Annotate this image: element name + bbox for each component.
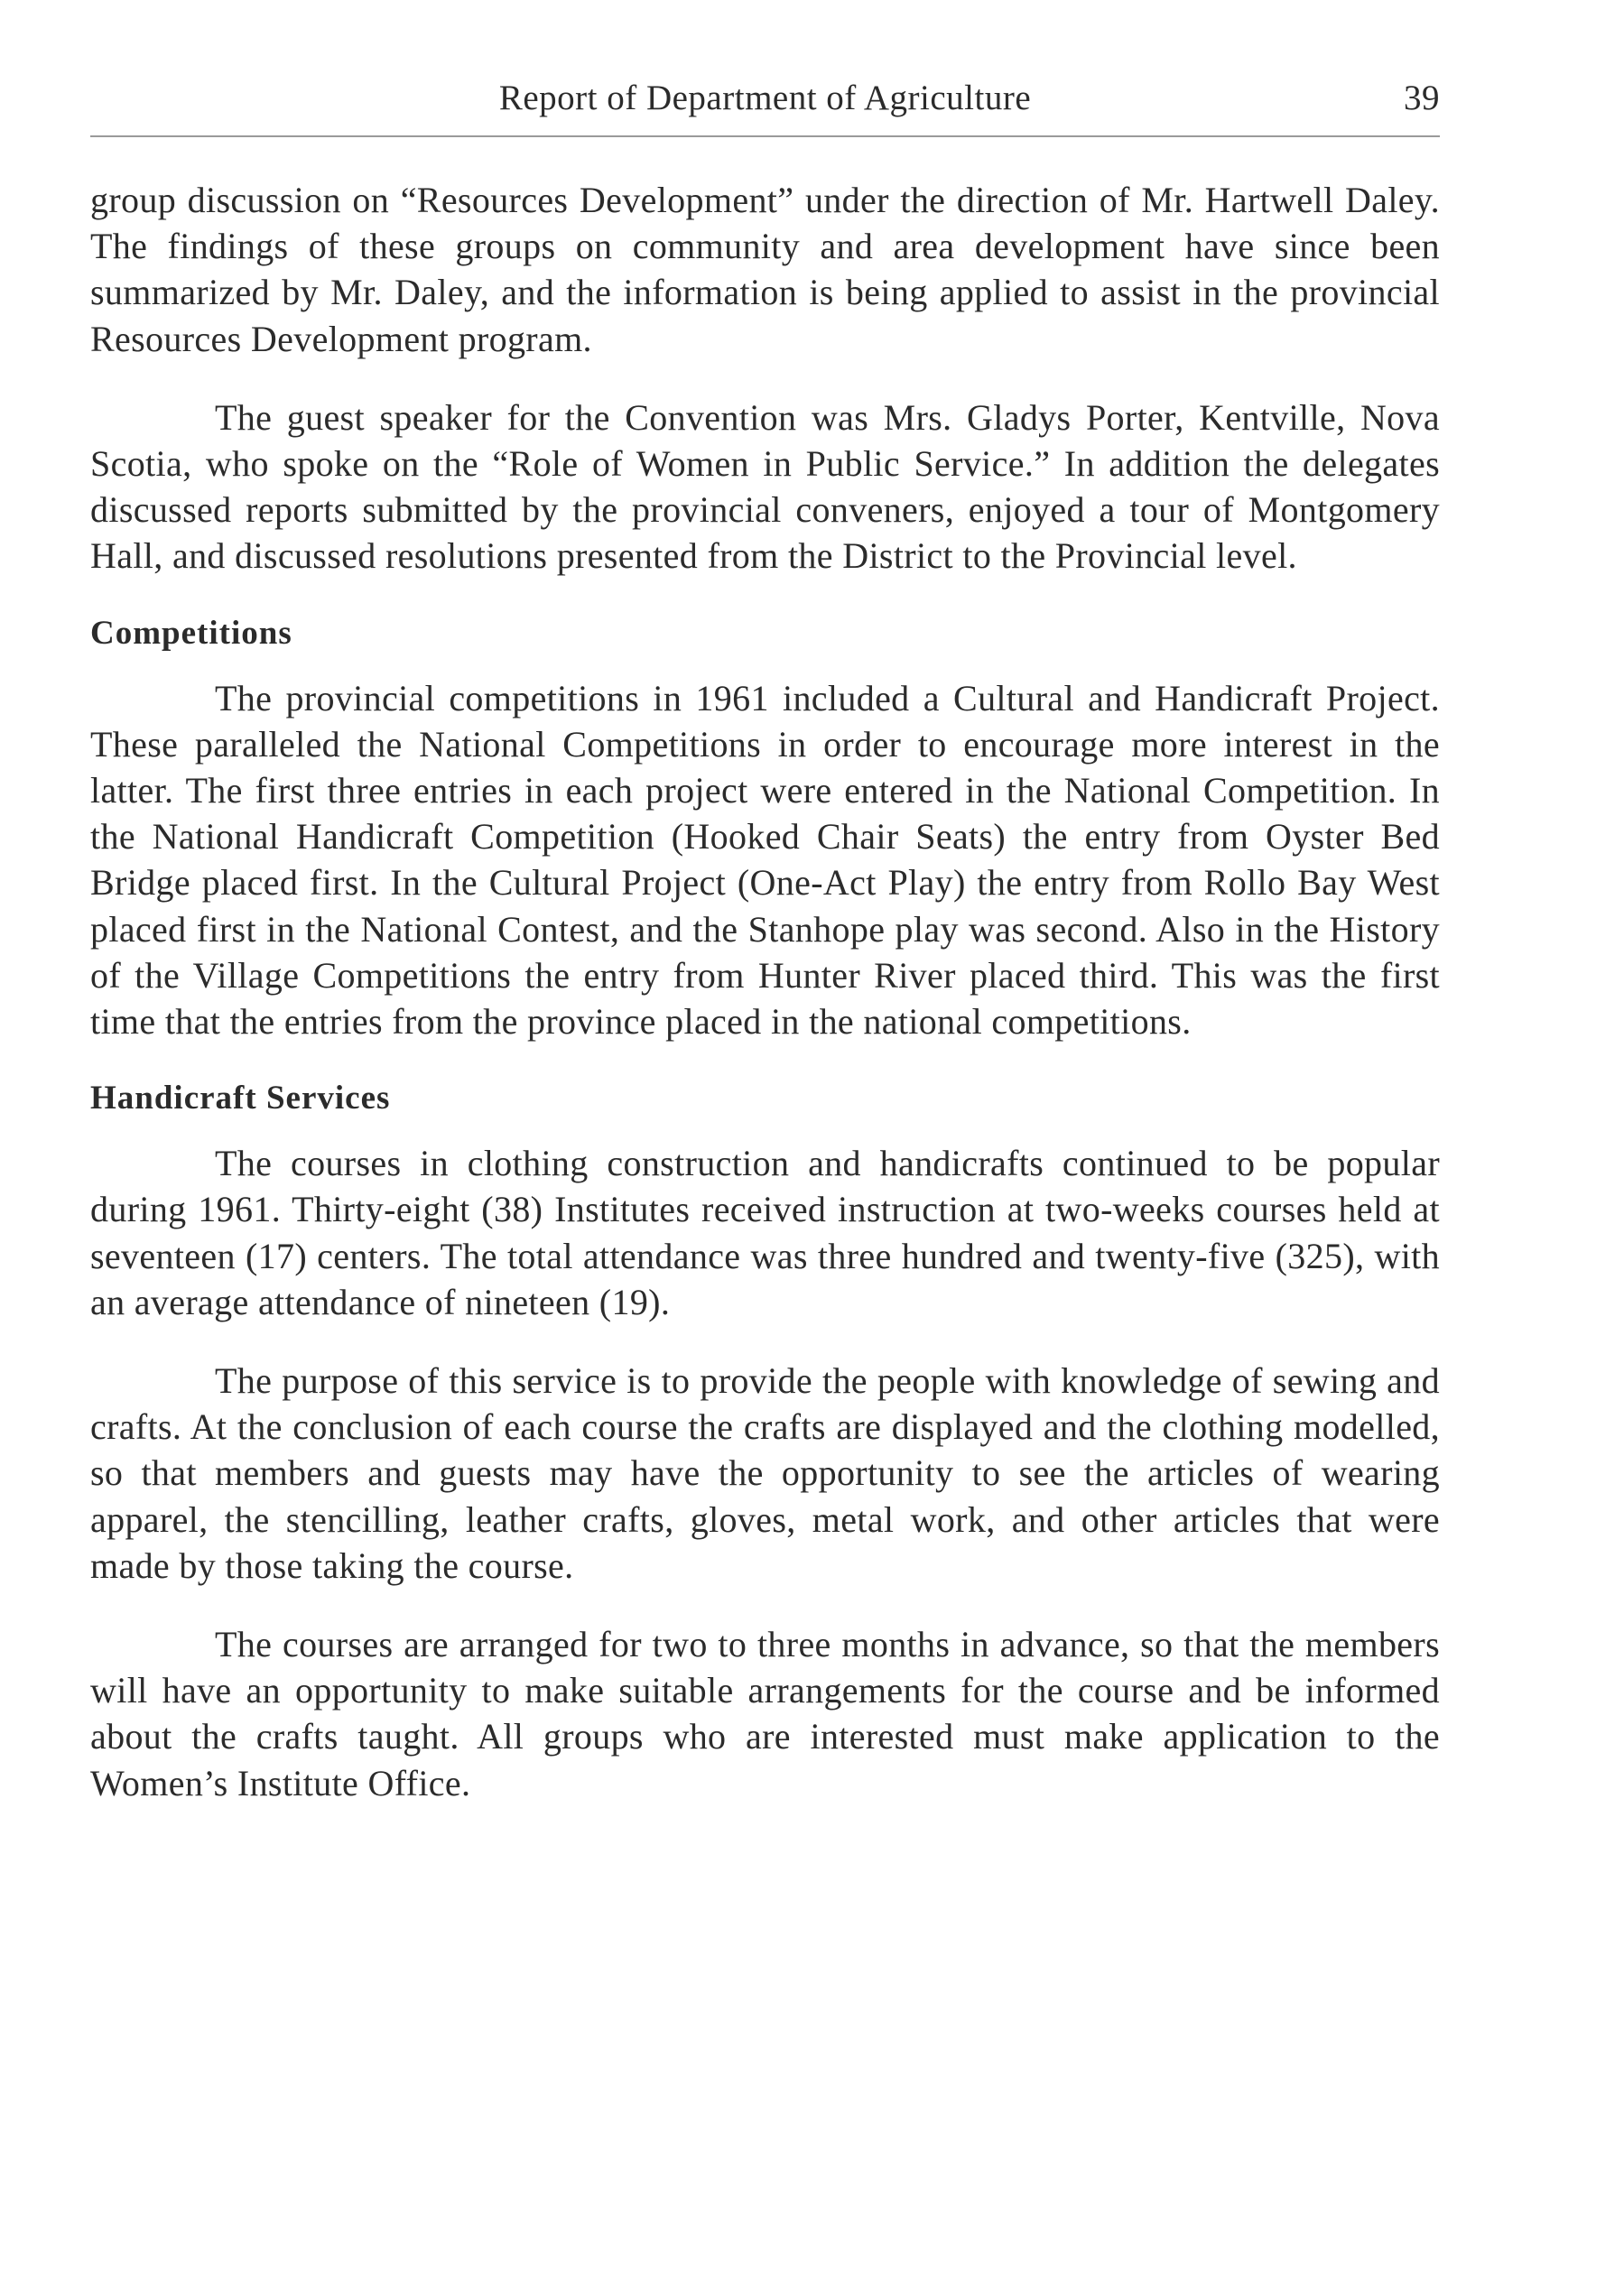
paragraph: The provincial competitions in 1961 included a Cultural and Handicraft Project. These paralleled the National Competitions in order to encourage more interest in the latter. The first three entries in each project were entered in the National Competition. In the National Handicraft Competition (Hooked Chair Seats) the entry from Oyster Bed Bridge placed first. In the Cultural Project (One-Act Play) the entry from Rollo Bay West placed first in the National Contest, and the Stanhope play was second. Also in the History of the Village Competitions the entry from Hunter River placed third. This was the first time that the entries from the province placed in the national competitions. — [90, 677, 1440, 1043]
section-handicraft-services — [90, 1079, 1440, 1806]
intro-section — [90, 177, 1440, 580]
paragraph: The courses in clothing construction and handicrafts continued to be popular during 1961. Thirty-eight (38) Institutes received instruction at two-weeks courses held at seventeen (17) centers. The total attendance was three hundred and twenty-five (325), with an average attendance of nineteen (19). — [90, 1143, 1440, 1322]
section-heading: Handicraft Services — [90, 1080, 391, 1117]
page-number: 39 — [1404, 79, 1440, 117]
header-rule — [90, 135, 1440, 137]
paragraph: group discussion on “Resources Development” under the direction of Mr. Hartwell Daley. The findings of these groups on community and area development have since been summarized by Mr. Daley, and the information is being applied to assist in the provincial Resources Development program. — [90, 180, 1440, 359]
running-header — [90, 72, 1440, 126]
section-competitions — [90, 614, 1440, 1045]
paragraph: The purpose of this service is to provide the people with knowledge of sewing and crafts. At the conclusion of each course the crafts are displayed and the clothing modelled, so that members and guests may have the opportunity to see the articles of wearing apparel, the stencilling, leather crafts, gloves, metal work, and other articles that were made by those taking the course. — [90, 1360, 1440, 1586]
section-heading: Competitions — [90, 614, 292, 652]
document-page — [90, 72, 1440, 1806]
paragraph: The guest speaker for the Convention was Mrs. Gladys Porter, Kentville, Nova Scotia, who spoke on the “Role of Women in Public Service.” In addition the delegates discussed reports submitted by the provincial conveners, enjoyed a tour of Montgomery Hall, and discussed resolutions presented from the District to the Provincial level. — [90, 396, 1440, 577]
running-title: Report of Department of Agriculture — [498, 79, 1032, 117]
paragraph: The courses are arranged for two to three months in advance, so that the members will have an opportunity to make suitable arrangements for the course and be informed about the crafts taught. All groups who are interested must make application to the Women’s Institute Office. — [90, 1624, 1440, 1803]
